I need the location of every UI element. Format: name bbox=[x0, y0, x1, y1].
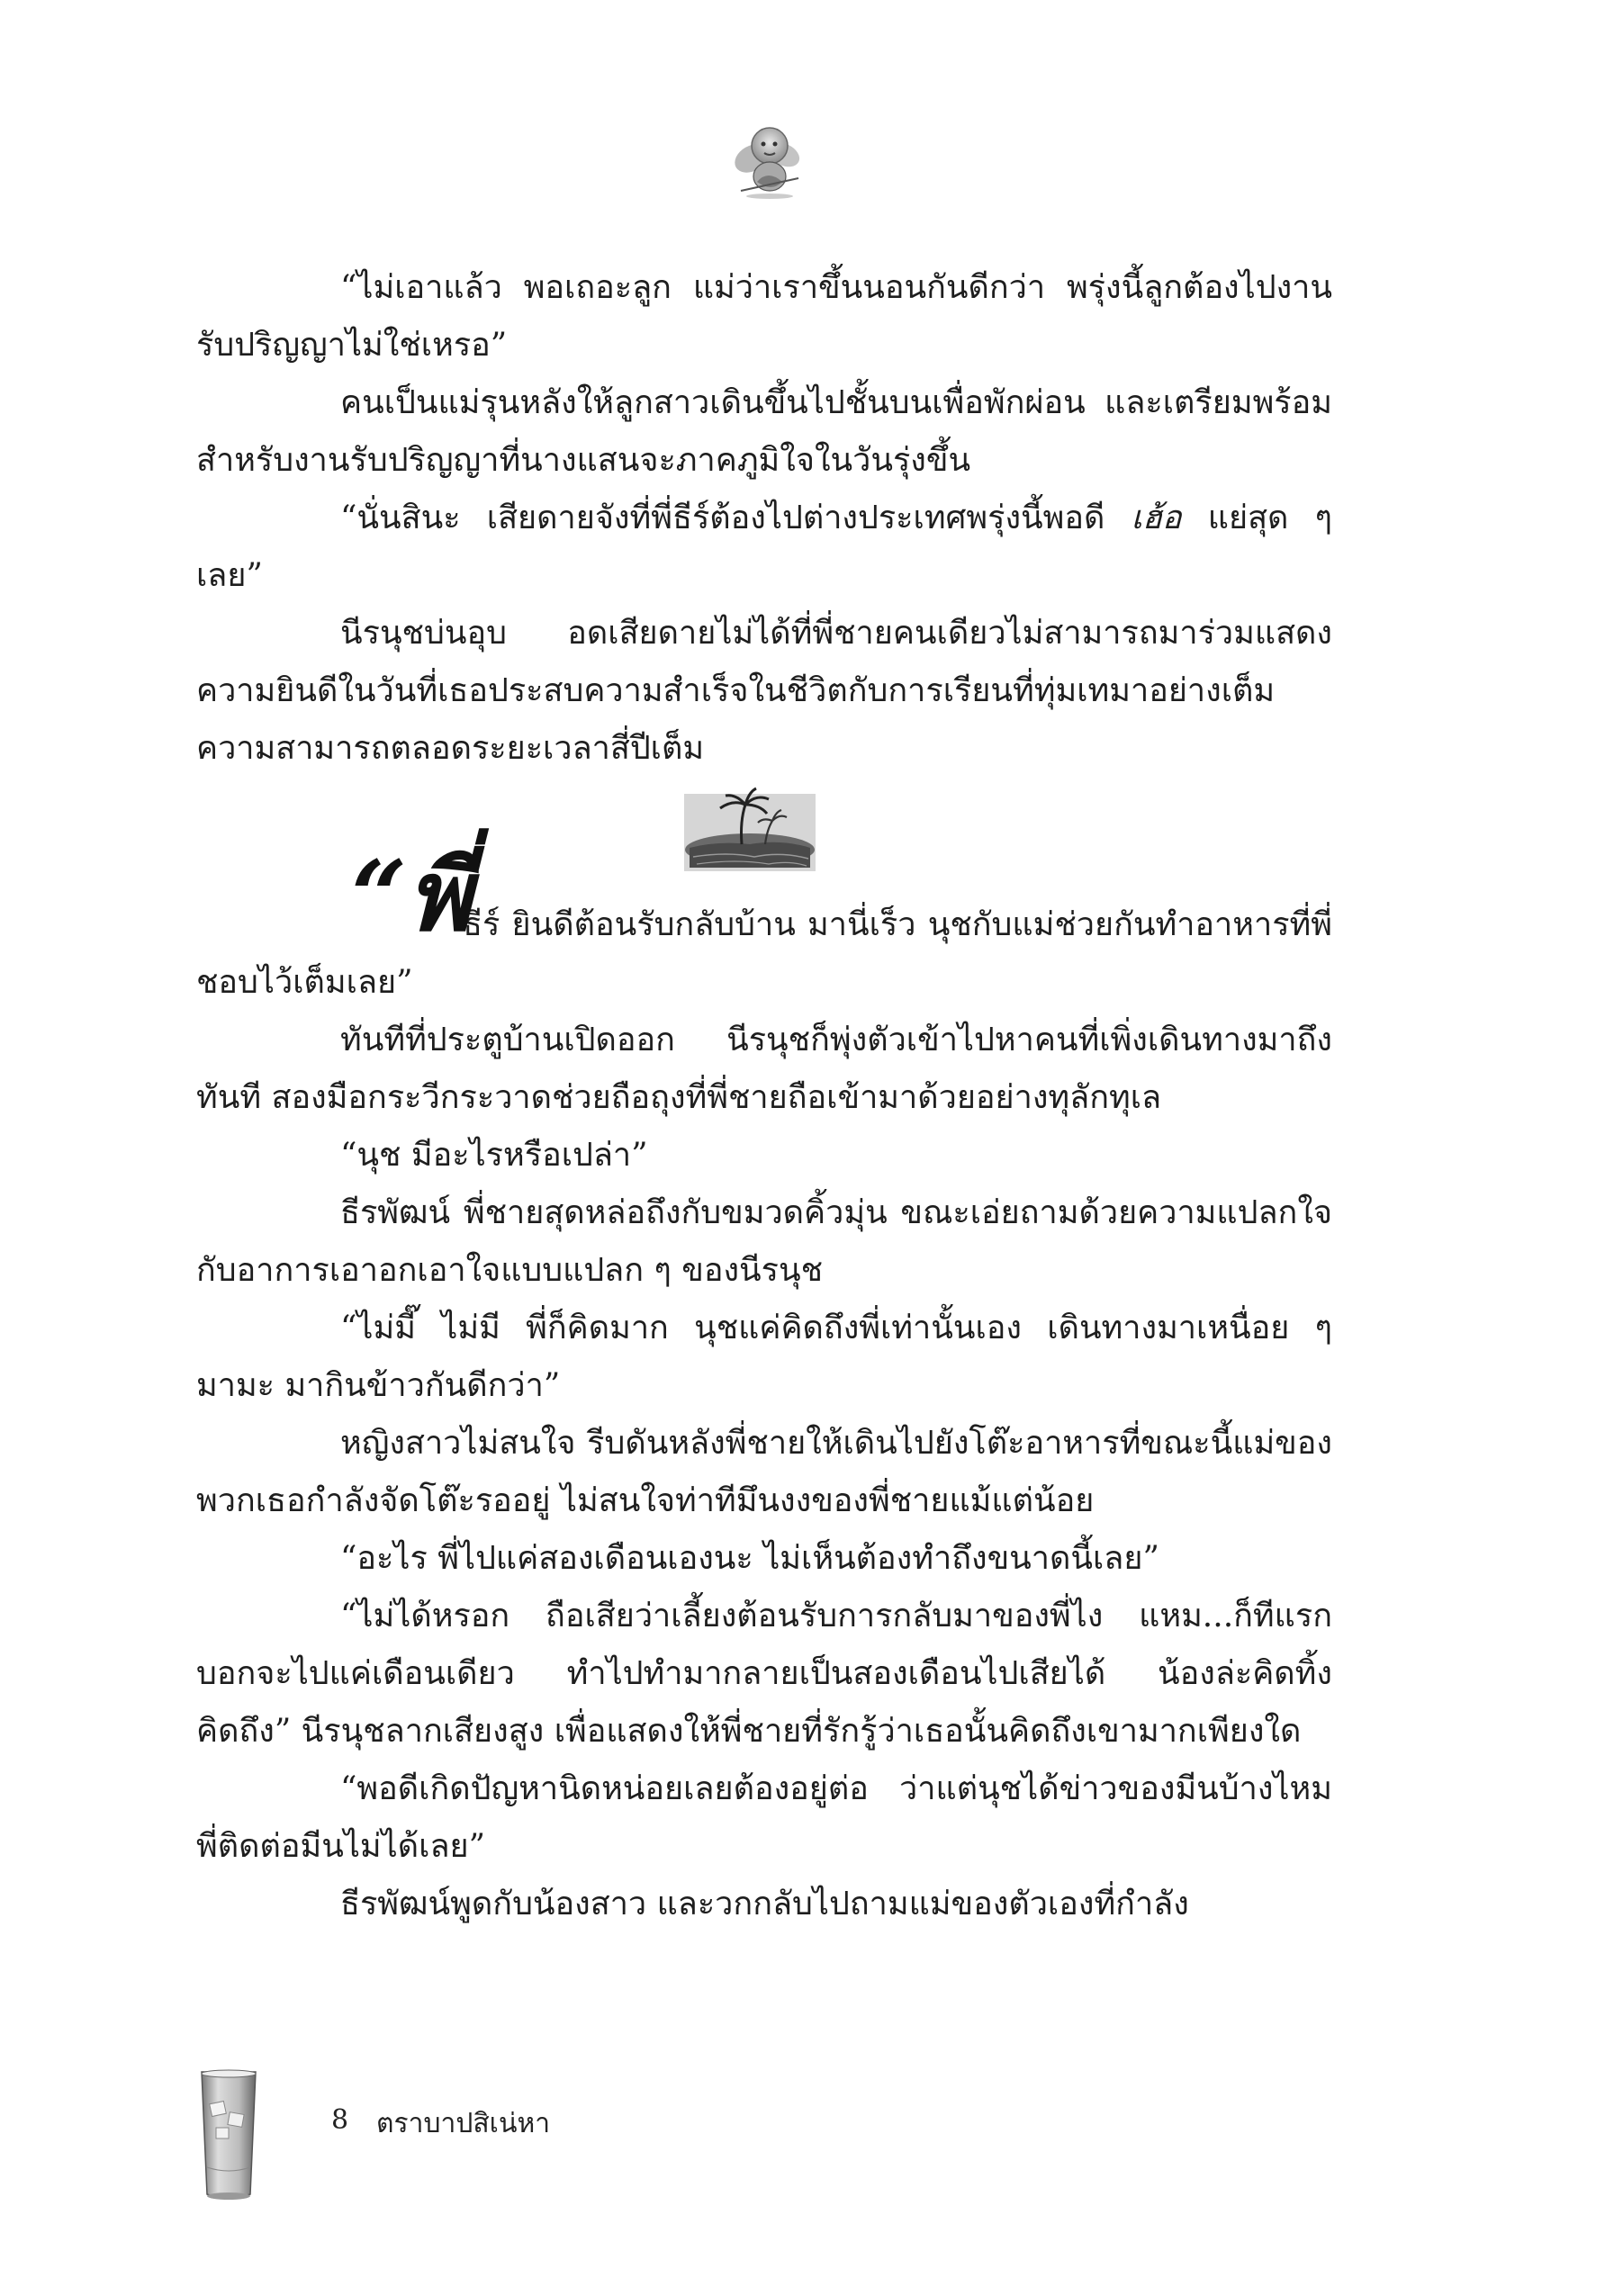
emphasis-text: เฮ้อ bbox=[1131, 500, 1182, 536]
paragraph: ธีรพัฒน์ พี่ชายสุดหล่อถึงกับขมวดคิ้วมุ่น ขณะเอ่ยถามด้วยความแปลกใจกับอาการเอาอกเอาใจแบบแปลก ๆ ของนีรนุช bbox=[196, 1194, 1332, 1289]
paragraph: “นุช มีอะไรหรือเปล่า” bbox=[340, 1137, 648, 1174]
book-title: ตราบาปสิเน่หา bbox=[376, 2108, 551, 2139]
paragraph: “ไม่ได้หรอก ถือเสียว่าเลี้ยงต้อนรับการกลับมาของพี่ไง แหม...ก็ทีแรกบอกจะไปแค่เดือนเดียว ทำไปทำมากลายเป็นสองเดือนไปเสียได้ น้องล่ะคิดทิ้ง คิดถึง” นีรนุชลากเสียงสูง เพื่อแสดงให้พี่ชายที่รักรู้ว่าเธอนั้นคิดถึงเขามากเพียงใด bbox=[196, 1598, 1332, 1750]
page-body bbox=[196, 259, 1332, 1933]
cupid-cherub-icon bbox=[725, 115, 811, 202]
drop-cap: “พี่ bbox=[351, 840, 472, 953]
dropcap-paragraph bbox=[196, 840, 1332, 1012]
paragraph: หญิงสาวไม่สนใจ รีบดันหลังพี่ชายให้เดินไปยังโต๊ะอาหารที่ขณะนี้แม่ของพวกเธอกำลังจัดโต๊ะรออยู่ ไม่สนใจท่าทีมึนงงของพี่ชายแม้แต่น้อย bbox=[196, 1425, 1332, 1519]
paragraph: “ไม่เอาแล้ว พอเถอะลูก แม่ว่าเราขึ้นนอนกันดีกว่า พรุ่งนี้ลูกต้องไปงานรับปริญญาไม่ใช่เหรอ” bbox=[196, 269, 1332, 364]
paragraph: คนเป็นแม่รุนหลังให้ลูกสาวเดินขึ้นไปชั้นบนเพื่อพักผ่อน และเตรียมพร้อมสำหรับงานรับปริญญาที่นางแสนจะภาคภูมิใจในวันรุ่งขึ้น bbox=[196, 384, 1332, 479]
paragraph: “ไม่มี๊ ไม่มี พี่ก็คิดมาก นุชแค่คิดถึงพี่เท่านั้นเอง เดินทางมาเหนื่อย ๆ มามะ มากินข้าวกันดีกว่า” bbox=[196, 1310, 1332, 1404]
paragraph: ธีร์ ยินดีต้อนรับกลับบ้าน มานี่เร็ว นุชกับแม่ช่วยกันทำอาหารที่พี่ชอบไว้เต็มเลย” bbox=[196, 906, 1332, 1001]
water-glass-icon bbox=[198, 2068, 259, 2203]
paragraph-text: “นั่นสินะ เสียดายจังที่พี่ธีร์ต้องไปต่างประเทศพรุ่งนี้พอดี bbox=[340, 500, 1132, 536]
island-palm-icon bbox=[682, 785, 817, 873]
paragraph: “อะไร พี่ไปแค่สองเดือนเองนะ ไม่เห็นต้องทำถึงขนาดนี้เลย” bbox=[340, 1540, 1159, 1577]
page-number: 8 bbox=[331, 2104, 349, 2136]
paragraph: นีรนุชบ่นอุบ อดเสียดายไม่ได้ที่พี่ชายคนเดียวไม่สามารถมาร่วมแสดงความยินดีในวันที่เธอประสบความสำเร็จในชีวิตกับการเรียนที่ทุ่มเทมาอย่างเต็มความสามารถตลอดระยะเวลาสี่ปีเต็ม bbox=[196, 615, 1332, 767]
page-footer bbox=[198, 2068, 828, 2203]
paragraph: “พอดีเกิดปัญหานิดหน่อยเลยต้องอยู่ต่อ ว่าแต่นุชได้ข่าวของมีนบ้างไหม พี่ติดต่อมีนไม่ได้เลย” bbox=[196, 1770, 1332, 1865]
paragraph: ทันทีที่ประตูบ้านเปิดออก นีรนุชก็พุ่งตัวเข้าไปหาคนที่เพิ่งเดินทางมาถึงทันที สองมือกระวีกระวาดช่วยถือถุงที่พี่ชายถือเข้ามาด้วยอย่างทุลักทุเล bbox=[196, 1022, 1332, 1116]
paragraph-text: แย่สุด ๆ เลย” bbox=[196, 500, 1332, 594]
paragraph: ธีรพัฒน์พูดกับน้องสาว และวกกลับไปถามแม่ของตัวเองที่กำลัง bbox=[340, 1886, 1189, 1922]
paragraph bbox=[196, 490, 1332, 605]
